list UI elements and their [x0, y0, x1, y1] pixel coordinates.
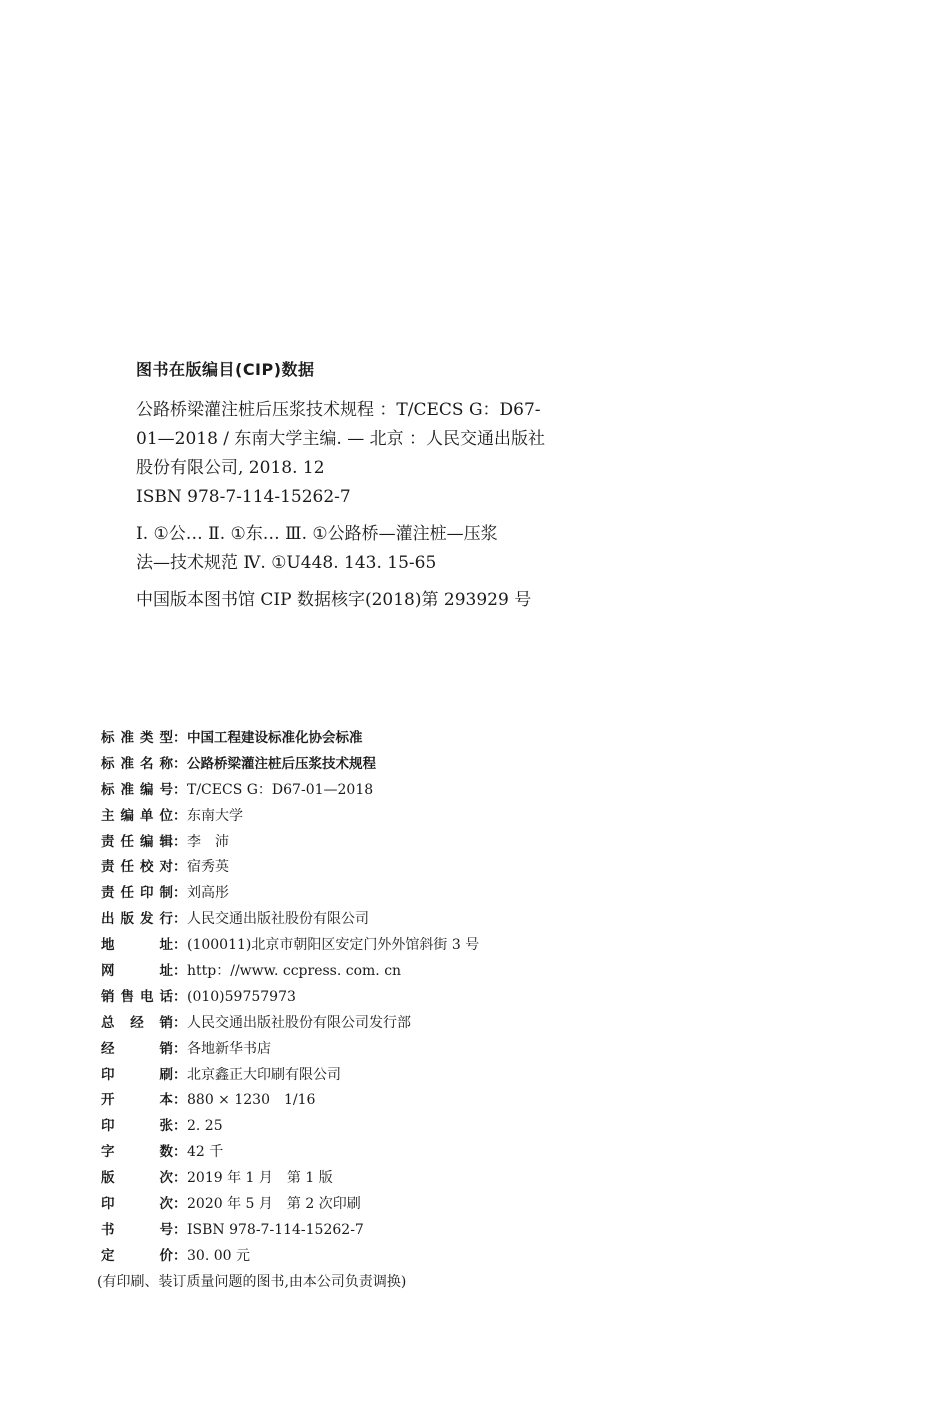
cip-title-paragraph: [136, 396, 836, 512]
info-label-char: 张: [159, 1118, 173, 1135]
info-value: 刘高彤: [187, 885, 229, 902]
info-row: [101, 1166, 801, 1192]
info-value: T/CECS G：D67-01—2018: [187, 781, 374, 798]
info-label-char: 价: [159, 1247, 173, 1264]
info-label: [101, 959, 173, 985]
cip-block: [136, 358, 836, 615]
info-value: 30. 00 元: [187, 1247, 250, 1264]
info-row: [101, 1244, 801, 1270]
info-label: [101, 752, 173, 778]
info-label-char: 书: [101, 1221, 115, 1238]
info-label-char: 出: [101, 911, 115, 928]
info-colon: ：: [173, 937, 187, 954]
info-colon: ：: [173, 988, 187, 1005]
info-value: 东南大学: [187, 807, 243, 824]
info-label-char: 对: [159, 859, 173, 876]
info-label: [101, 1192, 173, 1218]
info-label: [101, 1088, 173, 1114]
info-value: 人民交通出版社股份有限公司: [187, 911, 369, 928]
info-row: [101, 1114, 801, 1140]
info-label-char: 名: [140, 755, 154, 772]
info-label: [101, 933, 173, 959]
info-value: 880 × 1230 1/16: [187, 1092, 316, 1109]
info-colon: ：: [173, 781, 187, 798]
cip-subject-line: Ⅰ. ①公… Ⅱ. ①东… Ⅲ. ①公路桥—灌注桩—压浆: [136, 524, 498, 544]
info-colon: ：: [173, 833, 187, 850]
info-colon: ：: [173, 1170, 187, 1187]
info-label: [101, 881, 173, 907]
info-value: (100011)北京市朝阳区安定门外外馆斜街 3 号: [187, 937, 480, 954]
info-label-char: 总: [101, 1014, 115, 1031]
info-value: 各地新华书店: [187, 1040, 271, 1057]
info-colon: ：: [173, 1014, 187, 1031]
info-row: [101, 933, 801, 959]
info-label-char: 网: [101, 963, 115, 980]
info-row: [101, 752, 801, 778]
info-value: (010)59757973: [187, 988, 296, 1005]
info-colon: ：: [173, 1040, 187, 1057]
info-label-char: 销: [101, 988, 115, 1005]
info-value: 北京鑫正大印刷有限公司: [187, 1066, 341, 1083]
info-label: [101, 907, 173, 933]
info-value: 人民交通出版社股份有限公司发行部: [187, 1014, 411, 1031]
cip-isbn: ISBN 978-7-114-15262-7: [136, 487, 351, 507]
info-label-char: 任: [120, 885, 134, 902]
info-label-char: 标: [101, 781, 115, 798]
info-colon: ：: [173, 885, 187, 902]
info-colon: ：: [173, 911, 187, 928]
info-row: [101, 1063, 801, 1089]
info-colon: ：: [173, 1066, 187, 1083]
info-row: [101, 1088, 801, 1114]
cip-subject-paragraph: [136, 520, 836, 578]
info-label-char: 售: [120, 988, 134, 1005]
info-label-char: 号: [159, 781, 173, 798]
info-label-char: 型: [159, 730, 173, 746]
info-label-char: 编: [140, 833, 154, 850]
info-value: 2020 年 5 月 第 2 次印刷: [187, 1196, 361, 1213]
info-label-char: 版: [120, 911, 134, 928]
info-label-char: 标: [101, 730, 115, 746]
info-label-char: 责: [101, 859, 115, 876]
info-label-char: 定: [101, 1247, 115, 1264]
info-label-char: 印: [101, 1196, 115, 1213]
info-label-char: 印: [101, 1118, 115, 1135]
info-label-char: 行: [159, 911, 173, 928]
info-label-char: 经: [130, 1014, 144, 1031]
info-label-char: 销: [159, 1014, 173, 1031]
info-label: [101, 1011, 173, 1037]
info-label: [101, 1114, 173, 1140]
info-label: [101, 855, 173, 881]
info-row: [101, 1140, 801, 1166]
info-label-char: 编: [120, 807, 134, 824]
info-label-char: 任: [120, 833, 134, 850]
info-label: [101, 1244, 173, 1270]
info-label-char: 次: [159, 1196, 173, 1213]
info-label-char: 主: [101, 807, 115, 824]
cip-heading: 图书在版编目(CIP)数据: [136, 360, 315, 379]
info-value: 公路桥梁灌注桩后压浆技术规程: [187, 755, 376, 772]
info-row: [101, 778, 801, 804]
info-row: [101, 985, 801, 1011]
info-value: 2. 25: [187, 1118, 223, 1135]
info-row: [101, 804, 801, 830]
info-label-char: 责: [101, 833, 115, 850]
quality-note: (有印刷、装订质量问题的图书,由本公司负责调换): [97, 1273, 407, 1290]
colophon-info: [97, 726, 801, 1296]
info-label: [101, 1063, 173, 1089]
info-colon: ：: [173, 1247, 187, 1264]
info-value: 李 沛: [187, 833, 229, 850]
info-value: 2019 年 1 月 第 1 版: [187, 1170, 333, 1187]
info-label-char: 称: [159, 755, 173, 772]
info-label-char: 位: [159, 807, 173, 824]
info-label-char: 数: [159, 1144, 173, 1161]
info-label-char: 销: [159, 1040, 173, 1057]
info-label-char: 发: [140, 911, 154, 928]
info-label-char: 准: [120, 730, 134, 746]
info-label-char: 址: [159, 963, 173, 980]
info-row: [101, 1037, 801, 1063]
info-colon: ：: [173, 1221, 187, 1238]
info-label: [101, 985, 173, 1011]
info-label-char: 版: [101, 1170, 115, 1187]
info-label: [101, 1218, 173, 1244]
info-label-char: 辑: [159, 833, 173, 850]
info-colon: ：: [173, 963, 187, 980]
info-label-char: 标: [101, 755, 115, 772]
info-label-char: 类: [140, 730, 154, 746]
info-row: [101, 830, 801, 856]
info-label-char: 号: [159, 1221, 173, 1238]
info-label-char: 印: [140, 885, 154, 902]
info-row: [101, 1011, 801, 1037]
info-label-char: 次: [159, 1170, 173, 1187]
info-label-char: 校: [140, 859, 154, 876]
info-colon: ：: [173, 730, 187, 746]
info-row: [101, 1218, 801, 1244]
info-label-char: 开: [101, 1092, 115, 1109]
info-value: 42 千: [187, 1144, 224, 1161]
info-row: [101, 959, 801, 985]
info-label: [101, 1166, 173, 1192]
info-label-char: 刷: [159, 1066, 173, 1083]
info-colon: ：: [173, 859, 187, 876]
info-label: [101, 830, 173, 856]
info-label-char: 责: [101, 885, 115, 902]
info-colon: ：: [173, 1092, 187, 1109]
info-colon: ：: [173, 755, 187, 772]
info-colon: ：: [173, 807, 187, 824]
info-label-char: 准: [120, 781, 134, 798]
info-label: [101, 1037, 173, 1063]
info-label-char: 任: [120, 859, 134, 876]
cip-record-number: 中国版本图书馆 CIP 数据核字(2018)第 293929 号: [136, 590, 532, 610]
info-value: ISBN 978-7-114-15262-7: [187, 1221, 364, 1238]
info-value: 中国工程建设标准化协会标准: [187, 730, 363, 746]
info-value: http：//www. ccpress. com. cn: [187, 963, 402, 980]
info-label-char: 址: [159, 937, 173, 954]
info-row: [101, 726, 801, 752]
info-value: 宿秀英: [187, 859, 229, 876]
cip-title-line: 公路桥梁灌注桩后压浆技术规程 ：T/CECS G：D67-: [136, 400, 541, 420]
info-label-char: 制: [159, 885, 173, 902]
info-label: [101, 1140, 173, 1166]
cip-title-line: 股份有限公司, 2018. 12: [136, 458, 325, 478]
info-label-char: 准: [120, 755, 134, 772]
info-label-char: 编: [140, 781, 154, 798]
cip-subject-line: 法—技术规范 Ⅳ. ①U448. 143. 15-65: [136, 553, 437, 573]
info-row: [101, 1192, 801, 1218]
info-label-char: 经: [101, 1040, 115, 1057]
info-label-char: 地: [101, 937, 115, 954]
info-label-char: 字: [101, 1144, 115, 1161]
info-label-char: 电: [140, 988, 154, 1005]
info-colon: ：: [173, 1144, 187, 1161]
info-colon: ：: [173, 1118, 187, 1135]
info-label-char: 本: [159, 1092, 173, 1109]
info-row: [101, 855, 801, 881]
cip-title-line: 01—2018 / 东南大学主编. — 北京 ：人民交通出版社: [136, 429, 546, 449]
info-label-char: 单: [140, 807, 154, 824]
info-row: [101, 907, 801, 933]
info-label: [101, 726, 173, 752]
info-label-char: 印: [101, 1066, 115, 1083]
info-label: [101, 804, 173, 830]
info-label-char: 话: [159, 988, 173, 1005]
info-row: [101, 881, 801, 907]
info-colon: ：: [173, 1196, 187, 1213]
info-label: [101, 778, 173, 804]
